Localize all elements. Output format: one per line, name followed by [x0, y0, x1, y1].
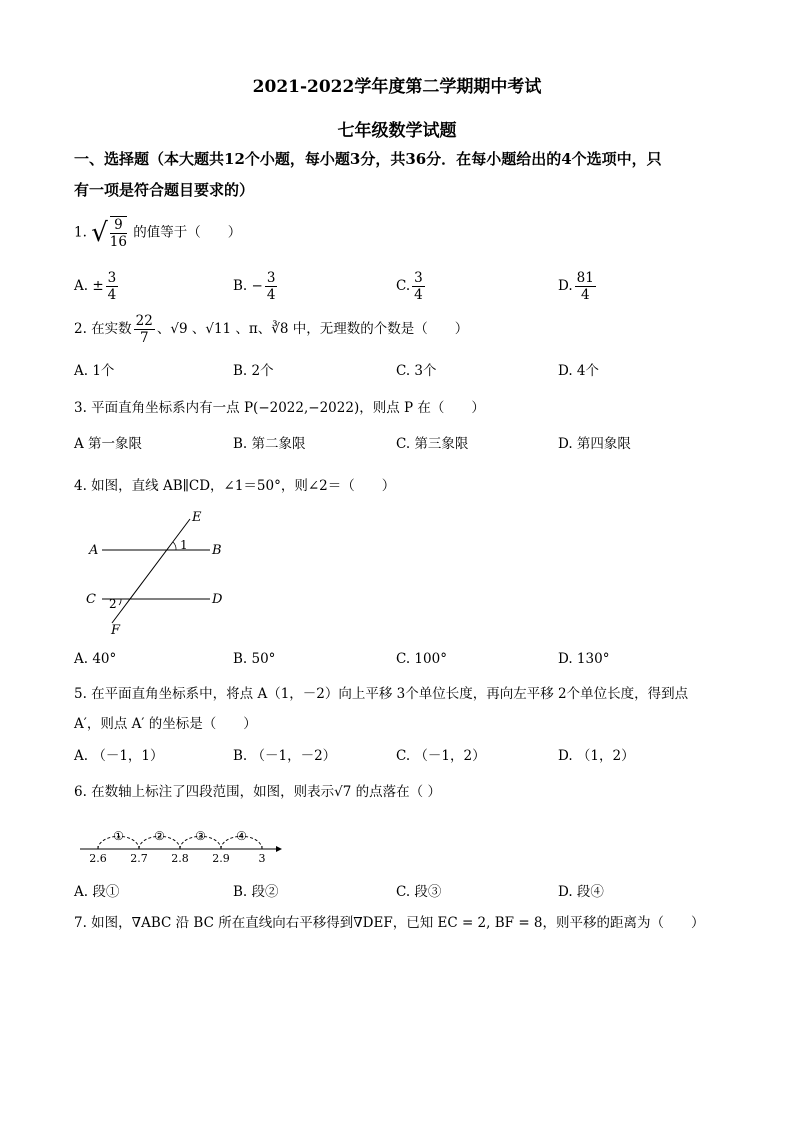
- q6-option-a[interactable]: A. 段①: [74, 884, 120, 900]
- label-b: B: [212, 543, 222, 558]
- label-d: D: [212, 592, 223, 607]
- number-line-segment-label: ④: [236, 829, 247, 843]
- q3-option-c[interactable]: C. 第三象限: [396, 436, 469, 452]
- number-line-tick-label: 3: [258, 852, 266, 865]
- q2-option-d[interactable]: D. 4个: [558, 363, 600, 379]
- q4-option-b[interactable]: B. 50°: [233, 651, 276, 667]
- question-3: 3. 平面直角坐标系内有一点 P(−2022,−2022)，则点 P 在（ ）: [74, 400, 485, 416]
- q2-option-a[interactable]: A. 1个: [74, 363, 115, 379]
- q6-number-line-figure: [76, 816, 286, 866]
- section-heading-2: 有一项是符合题目要求的）: [74, 181, 255, 199]
- angle-1-arc: [173, 542, 176, 550]
- number-line-segment-label: ①: [113, 829, 124, 843]
- number-line-segment-label: ③: [195, 829, 206, 843]
- angle-2-arc: [119, 599, 121, 605]
- q1-option-c[interactable]: C. $\frac{3}{4}$: [396, 270, 423, 303]
- q6-option-b[interactable]: B. 段②: [233, 884, 279, 900]
- exam-subtitle: 七年级数学试题: [337, 121, 457, 141]
- q3-option-d[interactable]: D. 第四象限: [558, 436, 631, 452]
- q1-fraction: $\frac{9}{16}$: [109, 217, 127, 250]
- q1-number: 1.: [74, 224, 87, 241]
- q1-option-a[interactable]: A. ± $\frac{3}{4}$: [74, 270, 117, 303]
- number-line-segment-label: ②: [154, 829, 165, 843]
- q2-option-b[interactable]: B. 2个: [233, 363, 274, 379]
- question-2: 2. 在实数 $\frac{22}{7}$ 、√9 、√11 、π、∛8 中，无理数的个数是（ ）: [74, 313, 469, 346]
- question-1: [74, 216, 241, 250]
- number-line-tick-label: 2.9: [212, 852, 230, 865]
- number-line-tick-label: 2.7: [130, 852, 148, 865]
- question-4: 4. 如图，直线 AB∥CD，∠1＝50°，则∠2＝（ ）: [74, 478, 396, 494]
- question-5-line-1: 5. 在平面直角坐标系中，将点 A（1，－2）向上平移 3个单位长度，再向左平移 2个单位长度，得到点: [74, 686, 689, 702]
- exam-title: 2021-2022学年度第二学期期中考试: [252, 77, 542, 97]
- q3-option-b[interactable]: B. 第二象限: [233, 436, 306, 452]
- q6-option-c[interactable]: C. 段③: [396, 884, 442, 900]
- q4-option-c[interactable]: C. 100°: [396, 651, 447, 667]
- number-line-tick-label: 2.6: [89, 852, 107, 865]
- sqrt-symbol: √: [91, 218, 108, 248]
- q2-fraction: $\frac{22}{7}$: [135, 313, 153, 346]
- q1-text: 的值等于（ ）: [133, 224, 242, 241]
- question-6: 6. 在数轴上标注了四段范围，如图，则表示√7 的点落在（ ）: [74, 784, 441, 800]
- section-heading-1: 一、选择题（本大题共12个小题，每小题3分，共36分．在每小题给出的4个选项中，只: [74, 150, 662, 168]
- q2-option-c[interactable]: C. 3个: [396, 363, 437, 379]
- q4-figure: [80, 505, 240, 640]
- q5-option-c[interactable]: C. （－1，2）: [396, 748, 486, 764]
- label-f: F: [111, 623, 121, 638]
- q3-option-a[interactable]: A 第一象限: [74, 436, 143, 452]
- label-angle-1: 1: [180, 538, 188, 552]
- number-line-arrow: [276, 846, 282, 852]
- question-7: 7. 如图，∇ABC 沿 BC 所在直线向右平移得到∇DEF，已知 EC = 2, BF = 8，则平移的距离为（ ）: [74, 915, 705, 931]
- q4-option-a[interactable]: A. 40°: [74, 651, 117, 667]
- q4-option-d[interactable]: D. 130°: [558, 651, 610, 667]
- q5-option-b[interactable]: B. （－1，－2）: [233, 748, 337, 764]
- q1-option-b[interactable]: B. − $\frac{3}{4}$: [233, 270, 276, 303]
- q6-option-d[interactable]: D. 段④: [558, 884, 604, 900]
- label-e: E: [192, 510, 202, 525]
- q1-option-d[interactable]: D. $\frac{81}{4}$: [558, 270, 594, 303]
- label-c: C: [86, 592, 96, 607]
- question-5-line-2: A′，则点 A′ 的坐标是（ ）: [74, 716, 257, 732]
- q5-option-d[interactable]: D. （1，2）: [558, 748, 635, 764]
- line-ef: [112, 519, 190, 623]
- label-a: A: [89, 543, 99, 558]
- q5-option-a[interactable]: A. （－1，1）: [74, 748, 164, 764]
- label-angle-2: 2: [109, 597, 117, 611]
- number-line-tick-label: 2.8: [171, 852, 189, 865]
